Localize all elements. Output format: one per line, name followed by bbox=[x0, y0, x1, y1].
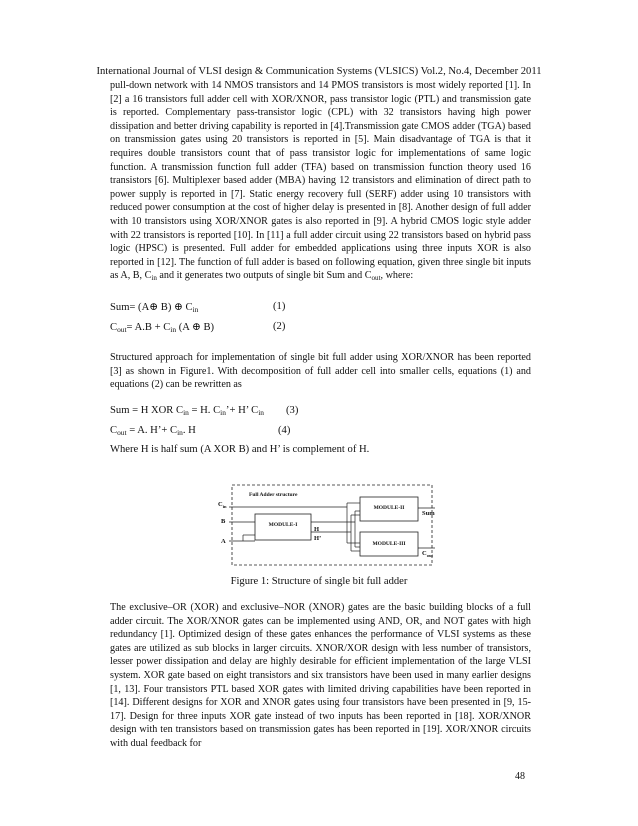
module-3-label: MODULE-III bbox=[372, 541, 406, 547]
equation-3: Sum = H XOR $C_{in} = H$. $C_{in}’+ H$’ $C_{in}$ (3) bbox=[110, 405, 299, 417]
journal-header: International Journal of VLSI design & Communication Systems (VLSICS) Vol.2, No.4, December 2011 bbox=[96, 66, 542, 77]
input-b-label: B bbox=[221, 518, 226, 525]
figure-caption: Figure 1: Structure of single bit full adder bbox=[230, 576, 408, 587]
equation-4-number: (4) bbox=[278, 425, 291, 436]
input-a-label: A bbox=[221, 538, 226, 545]
equation-3-number: (3) bbox=[286, 405, 299, 416]
paragraph-xor: The exclusive–OR (XOR) and exclusive–NOR (XNOR) gates are the basic building blocks of a full adder circuit. The XOR/XNOR gates can be implemented using AND, OR, and NOT gates with high redundancy [1]. Optimized design of these gates enhances the performance of VLSI systems as these gates are utilized as sub blocks in larger circuits. XNOR/XOR design with less number of transistors, lesser power dissipation and delay are highly desirable for efficient implementation of the large VLSI system. XOR gate based on eight transistors and six transistors have been used in many earlier designs [1, 13]. Four transistors PTL based XOR gates with limited driving capabilities have been reported in [14]. Different designs for XOR and XNOR gates using four transistors have been presented in [9, 15-17]. Design for three inputs XOR gate instead of two inputs has been reported in [18]. XOR/XNOR design with ten transistors based on transmission gates has been reported in [19]. XOR/XNOR circuits with dual feedback for bbox=[110, 602, 531, 749]
output-cout-label: $C_{out}$ bbox=[422, 550, 433, 558]
signal-h-label: H bbox=[314, 526, 320, 533]
equation-2-number: (2) bbox=[273, 321, 286, 332]
equation-4: $C_{out} = A$. H’+ $C_{in}$. H (4) bbox=[110, 425, 291, 437]
page-number: 48 bbox=[515, 771, 525, 782]
input-cin-label: $C_{in}$ bbox=[218, 501, 227, 509]
where-line: Where H is half sum (A XOR B) and H’ is complement of H. bbox=[110, 444, 370, 455]
signal-hbar-label: H’ bbox=[314, 535, 322, 542]
paragraph-intro bbox=[110, 79, 531, 283]
paragraph-intro-tail: B, $C_{in}$ and it generates two outputs of single bit Sum and $C_{out}$, where: bbox=[132, 270, 414, 283]
paragraph-structured: Structured approach for implementation of single bit full adder using XOR/XNOR has been reported [3] as shown in Figure1. With decomposition of full adder cell into smaller cells, equations (1) and equations (2) can be rewritten as bbox=[110, 352, 531, 391]
input-wires bbox=[229, 522, 255, 541]
structure-label: Full Adder structure bbox=[249, 492, 298, 498]
full-adder-diagram bbox=[215, 481, 445, 569]
module-2-label: MODULE-II bbox=[373, 505, 405, 511]
equation-1: Sum= (A⊕ B) ⊕ $C_{in}$ (1) bbox=[110, 301, 286, 314]
equation-2: $C_{out}= A.B + C_{in}$ (A ⊕ B) (2) bbox=[110, 321, 286, 334]
equation-1-number: (1) bbox=[273, 301, 286, 312]
output-sum-label: Sum bbox=[422, 510, 435, 517]
paragraph-intro-text: pull-down network with 14 NMOS transistors and 14 PMOS transistors is most widely reported [1]. In [2] a 16 transistors full adder cell with XOR/XNOR, pass transistor logic (PTL) and transmission gate is reported. Complementary pass-transistor logic (CPL) with 32 transistors having high power dissipation and better driving capability is reported in [4].Transmission gate CMOS adder (TGA) based on transmission gates using 20 transistors is reported in [5]. Main disadvantage of TGA is that it requires double transistors count that of pass transistor logic for implementations of same logic function. A transmission function full adder (TFA) based on transmission function theory used 16 transistors [6]. Multiplexer based adder (MBA) having 12 transistors and elimination of direct path to power supply is reported in [7]. Static energy recovery full (SERF) adder using 10 transistors with reduced power consumption at the cost of higher delay is presented in [8]. Another design of full adder with 10 transistors using XOR/XNOR gates is also reported in [9]. A hybrid CMOS logic style adder with 22 transistors is reported [10]. In [11] a full adder circuit using 22 transistors based on hybrid pass logic (HPSC) is presented. Full adder for embedded applications using three inputs XOR is also reported in [12]. The function of full adder is based on following equation, given three single bit inputs as A, bbox=[110, 80, 531, 282]
module-1-label: MODULE-I bbox=[268, 522, 298, 528]
